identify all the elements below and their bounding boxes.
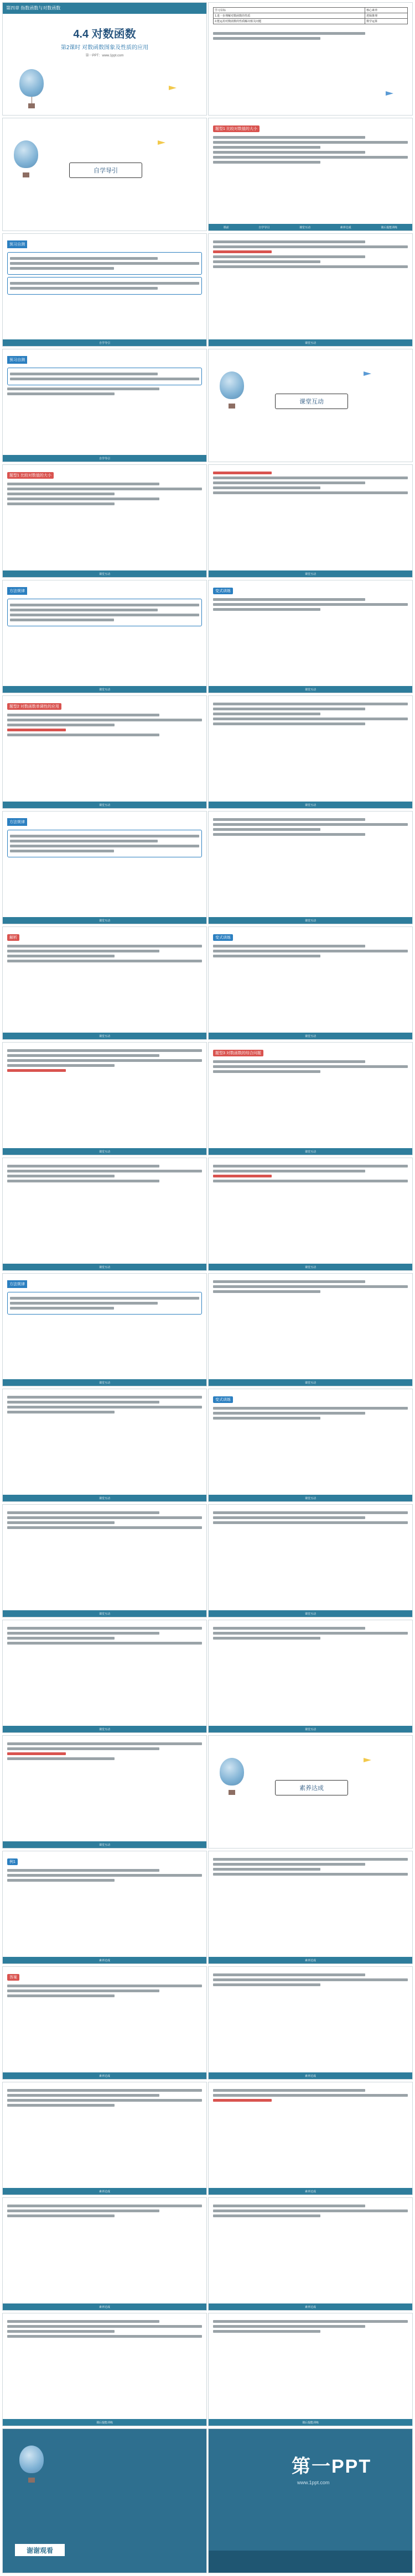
paper-plane-icon — [364, 371, 371, 376]
text-line — [213, 1637, 320, 1640]
brand-slide — [208, 2428, 413, 2573]
text-line — [213, 477, 408, 479]
training-tag: 变式训练 — [213, 934, 233, 941]
content-slide — [2, 1042, 207, 1155]
brand-bottom-bar — [209, 2551, 412, 2573]
footer-bar: 自学导引 — [3, 455, 206, 462]
text-line — [7, 1511, 159, 1514]
text-line — [7, 1632, 159, 1635]
footer-bar: 课堂互动 — [3, 1379, 206, 1386]
text-line — [7, 1516, 202, 1519]
text-line — [7, 1069, 66, 1072]
text-line — [213, 718, 408, 720]
content-box — [7, 252, 202, 275]
method-header: 方法规律 — [7, 818, 27, 826]
text-line — [213, 151, 365, 154]
footer-bar: 课堂互动 — [209, 802, 412, 808]
footer-bar: 课堂互动 — [3, 802, 206, 808]
lesson-subtitle: 第2课时 对数函数图象及性质的应用 — [60, 45, 149, 51]
footer-bar: 素养达成 — [3, 1957, 206, 1964]
text-line — [7, 714, 159, 716]
text-line — [7, 2104, 115, 2107]
content-box — [7, 830, 202, 857]
basket-icon — [23, 172, 29, 177]
footer-bar: 课堂互动 — [209, 1610, 412, 1617]
footer-bar: 课堂互动 — [3, 1148, 206, 1155]
text-line — [213, 828, 320, 831]
text-line — [213, 1521, 408, 1524]
basket-icon — [28, 2478, 35, 2483]
balloon-icon — [14, 140, 38, 168]
text-line — [213, 608, 320, 611]
text-line — [213, 255, 365, 258]
footer-bar: 课前 自学导引 课堂互动 素养达成 课后提能训练 — [209, 224, 412, 231]
footer-bar: 素养达成 — [3, 2303, 206, 2310]
text-line — [213, 156, 408, 159]
text-line — [7, 950, 159, 952]
content-slide — [208, 1620, 413, 1733]
footer-bar: 自学导引 — [3, 339, 206, 346]
text-line — [7, 1752, 66, 1755]
section-header: 预习自测 — [7, 240, 27, 248]
text-line — [7, 1526, 202, 1529]
text-line — [7, 734, 159, 736]
footer-bar: 课堂互动 — [209, 339, 412, 346]
text-line — [7, 1757, 115, 1760]
text-line — [213, 141, 408, 144]
text-line — [7, 2214, 115, 2217]
content-slide — [208, 1504, 413, 1617]
balloon-icon — [19, 2446, 44, 2473]
content-slide — [2, 349, 207, 462]
answer-line — [213, 250, 272, 253]
text-line — [213, 1070, 320, 1073]
classroom-label: 课堂互动 — [275, 394, 348, 409]
text-line — [10, 1307, 114, 1310]
content-slide — [208, 2197, 413, 2311]
text-line — [10, 845, 199, 847]
text-line — [213, 598, 365, 601]
footer-bar: 课后提能训练 — [209, 2419, 412, 2426]
content-slide — [208, 1389, 413, 1502]
basket-icon — [28, 103, 35, 108]
text-line — [213, 1978, 408, 1981]
content-slide — [2, 1389, 207, 1502]
text-line — [7, 1642, 202, 1645]
text-line — [7, 2335, 202, 2338]
text-line — [213, 722, 365, 725]
objective-row-1: 1.进一步理解对数函数的性质 — [214, 13, 365, 19]
website-label: 第一PPT：www.1ppt.com — [85, 54, 124, 57]
section-tag: 题型1 比较对数值的大小 — [213, 125, 260, 132]
self-study-label: 自学导引 — [69, 163, 142, 178]
text-line — [7, 388, 159, 390]
content-slide — [2, 464, 207, 578]
content-slide — [2, 1735, 207, 1849]
content-slide — [2, 233, 207, 347]
text-line — [7, 2330, 115, 2333]
footer-bar: 课堂互动 — [3, 570, 206, 577]
text-line — [7, 2320, 159, 2323]
text-line — [10, 850, 114, 852]
text-line — [213, 486, 320, 489]
content-slide — [208, 1158, 413, 1271]
content-slide — [208, 233, 413, 347]
text-line — [7, 1401, 159, 1404]
text-line — [7, 1165, 159, 1167]
text-line — [213, 146, 320, 149]
footer-bar: 素养达成 — [209, 2188, 412, 2195]
text-line — [10, 378, 199, 380]
text-line — [7, 483, 159, 485]
text-line — [7, 960, 202, 962]
content-slide — [208, 1966, 413, 2080]
content-box — [7, 1292, 202, 1315]
content-box — [7, 277, 202, 295]
text-line — [7, 2094, 159, 2097]
text-line — [213, 2205, 365, 2207]
classroom-slide — [208, 349, 413, 462]
objective-literacy-2: 数学运算 — [365, 19, 408, 24]
content-slide — [208, 1042, 413, 1155]
text-line — [10, 604, 199, 606]
text-line — [10, 840, 158, 842]
text-line — [213, 1632, 408, 1635]
text-line — [213, 245, 408, 248]
text-line — [213, 1983, 320, 1986]
text-line — [7, 729, 66, 731]
footer-bar: 素养达成 — [209, 2072, 412, 2079]
text-line — [213, 1868, 320, 1871]
section-tag: 例1 — [7, 1858, 18, 1865]
footer-bar: 课堂互动 — [3, 1264, 206, 1270]
content-slide — [2, 580, 207, 693]
text-line — [213, 713, 320, 715]
method-header: 方法规律 — [7, 1280, 27, 1288]
text-line — [10, 262, 199, 265]
text-line — [7, 719, 202, 721]
text-line — [7, 1064, 115, 1067]
lesson-title: 4.4 对数函数 — [73, 28, 136, 40]
footer-bar: 课堂互动 — [209, 1264, 412, 1270]
text-line — [10, 609, 158, 611]
text-line — [7, 1742, 202, 1745]
footer-bar: 课堂互动 — [209, 570, 412, 577]
literacy-label: 素养达成 — [275, 1780, 348, 1795]
footer-bar: 课堂互动 — [3, 1841, 206, 1848]
content-slide — [2, 811, 207, 924]
basket-icon — [229, 404, 235, 409]
text-line — [213, 2089, 365, 2092]
footer-bar: 课堂互动 — [3, 1495, 206, 1501]
content-box — [7, 368, 202, 385]
content-slide — [2, 2082, 207, 2195]
text-line — [213, 823, 408, 826]
answer-line — [213, 472, 272, 474]
text-line — [10, 267, 114, 270]
footer-bar: 课堂互动 — [3, 917, 206, 924]
text-line — [213, 240, 365, 243]
footer-bar: 课堂互动 — [209, 917, 412, 924]
text-line — [213, 603, 408, 606]
text-line — [10, 1297, 199, 1300]
text-line — [7, 493, 115, 495]
paper-plane-icon — [386, 91, 393, 96]
content-slide — [2, 695, 207, 809]
balloon-icon — [220, 371, 244, 399]
method-header: 方法规律 — [7, 587, 27, 595]
text-line — [7, 1869, 159, 1872]
text-line — [213, 481, 365, 484]
text-line — [213, 1180, 408, 1182]
text-line — [7, 1180, 159, 1182]
text-line — [7, 945, 202, 947]
content-slide — [208, 2313, 413, 2426]
text-line — [7, 1049, 202, 1052]
content-slide — [2, 1851, 207, 1964]
text-line — [7, 2099, 202, 2102]
text-line — [7, 2210, 159, 2212]
content-slide — [208, 695, 413, 809]
text-line — [7, 392, 115, 395]
footer-bar: 素养达成 — [3, 2188, 206, 2195]
text-line — [213, 818, 365, 821]
content-slide — [2, 1966, 207, 2080]
text-line — [7, 1879, 115, 1882]
text-line — [7, 2089, 202, 2092]
text-line — [213, 1516, 365, 1519]
footer-bar: 课堂互动 — [209, 1726, 412, 1732]
text-line — [213, 1873, 408, 1876]
footer-bar: 素养达成 — [209, 1957, 412, 1964]
text-line — [213, 833, 365, 836]
text-line — [213, 161, 320, 164]
self-study-slide — [2, 118, 207, 231]
footer-bar: 课堂互动 — [3, 1726, 206, 1732]
content-box — [7, 599, 202, 626]
text-line — [10, 835, 199, 837]
content-slide — [208, 118, 413, 231]
text-line — [7, 724, 115, 726]
text-line — [213, 1511, 408, 1514]
analysis-tag: 解析 — [7, 934, 19, 941]
balloon-icon — [19, 69, 44, 97]
content-slide — [2, 1620, 207, 1733]
content-slide — [208, 580, 413, 693]
objectives-slide — [208, 2, 413, 116]
text-line — [7, 1994, 115, 1997]
objective-literacy-1: 逻辑推理 — [365, 13, 408, 19]
literacy-slide — [208, 1735, 413, 1849]
text-line — [7, 2325, 202, 2328]
objectives-table — [213, 7, 408, 24]
text-line — [7, 1411, 115, 1413]
text-line — [7, 1059, 202, 1062]
text-line — [10, 614, 199, 616]
text-line — [7, 488, 202, 490]
content-slide — [2, 1273, 207, 1386]
text-line — [213, 955, 320, 957]
text-line — [7, 502, 115, 505]
content-slide — [208, 1273, 413, 1386]
paper-plane-icon — [169, 86, 177, 90]
text-line — [213, 1973, 365, 1976]
text-line — [213, 1280, 365, 1283]
text-line — [213, 1170, 365, 1172]
footer-bar: 课堂互动 — [209, 1379, 412, 1386]
content-slide — [208, 464, 413, 578]
text-line — [213, 2330, 320, 2333]
content-slide — [2, 2197, 207, 2311]
objective-row-2: 2.能运用对数函数的性质解决相关问题 — [214, 19, 365, 24]
training-tag: 变式训练 — [213, 588, 233, 594]
text-line — [10, 287, 158, 290]
text-line — [213, 1290, 320, 1293]
text-line — [213, 1165, 408, 1167]
content-slide — [208, 2082, 413, 2195]
text-line — [7, 1627, 202, 1630]
text-line — [213, 1627, 365, 1630]
footer-bar: 素养达成 — [209, 2303, 412, 2310]
text-line — [213, 136, 365, 139]
footer-bar: 课堂互动 — [3, 686, 206, 693]
text-line — [213, 945, 365, 947]
content-slide — [208, 926, 413, 1040]
section-tag: 题型3 对数函数的综合问题 — [213, 1050, 263, 1056]
paper-plane-icon — [364, 1758, 371, 1762]
text-line — [213, 1417, 320, 1420]
text-line — [213, 1285, 408, 1288]
text-line — [213, 265, 408, 268]
text-line — [213, 2094, 408, 2097]
text-line — [10, 257, 158, 260]
text-line — [213, 1175, 272, 1177]
content-slide — [208, 1851, 413, 1964]
paper-plane-icon — [158, 140, 165, 145]
text-line — [213, 703, 408, 705]
chapter-label: 第四章 指数函数与对数函数 — [6, 6, 61, 11]
text-line — [213, 1407, 408, 1410]
footer-bar: 素养达成 — [3, 2072, 206, 2079]
brand-url: www.1ppt.com — [297, 2480, 330, 2485]
footer-bar: 课堂互动 — [209, 686, 412, 693]
text-line — [7, 955, 115, 957]
text-line — [10, 619, 114, 621]
footer-bar: 课堂互动 — [209, 1495, 412, 1501]
content-slide — [2, 926, 207, 1040]
text-line — [10, 373, 158, 375]
section-header: 预习自测 — [7, 356, 27, 364]
text-line — [7, 2205, 202, 2207]
brand-logo: 第一PPT — [292, 2456, 372, 2477]
text-line — [7, 1521, 115, 1524]
text-line — [213, 1863, 365, 1866]
objectives-header: 学习目标 — [214, 8, 365, 13]
text-line — [7, 1175, 115, 1177]
text-line — [7, 1396, 202, 1399]
text-line — [7, 1985, 202, 1987]
objectives-header-2: 核心素养 — [365, 8, 408, 13]
text-line — [7, 1637, 115, 1640]
text-line — [213, 2325, 365, 2328]
basket-icon — [229, 1790, 235, 1795]
text-line — [213, 32, 365, 35]
thanks-label: 谢谢观看 — [15, 2544, 65, 2556]
text-line — [7, 1170, 202, 1172]
text-line — [213, 1060, 365, 1063]
text-line — [213, 950, 408, 952]
text-line — [213, 708, 365, 710]
text-line — [213, 2099, 272, 2102]
answer-tag: 答案 — [7, 1974, 19, 1981]
title-slide — [2, 2, 207, 116]
text-line — [7, 1054, 159, 1057]
footer-bar: 课堂互动 — [209, 1148, 412, 1155]
text-line — [7, 498, 159, 500]
text-line — [213, 37, 320, 40]
text-line — [213, 1065, 408, 1068]
content-slide — [2, 1158, 207, 1271]
text-line — [10, 282, 199, 285]
footer-bar: 课堂互动 — [209, 1033, 412, 1039]
text-line — [7, 1989, 159, 1992]
balloon-icon — [220, 1758, 244, 1786]
section-tag: 题型2 对数函数单调性的应用 — [7, 703, 61, 710]
text-line — [213, 2214, 320, 2217]
footer-bar: 课后提能训练 — [3, 2419, 206, 2426]
text-line — [213, 491, 408, 494]
footer-bar: 课堂互动 — [3, 1033, 206, 1039]
text-line — [213, 2210, 408, 2212]
text-line — [213, 260, 320, 263]
text-line — [7, 1874, 202, 1877]
footer-bar: 课堂互动 — [3, 1610, 206, 1617]
section-tag: 题型1 比较对数值的大小 — [7, 472, 54, 479]
training-tag: 变式训练 — [213, 1396, 233, 1403]
text-line — [10, 1302, 158, 1305]
text-line — [7, 1406, 202, 1409]
text-line — [213, 1412, 365, 1415]
content-slide — [208, 811, 413, 924]
text-line — [213, 2320, 408, 2323]
thanks-slide — [2, 2428, 207, 2573]
content-slide — [2, 1504, 207, 1617]
text-line — [213, 1858, 408, 1861]
text-line — [7, 1747, 159, 1750]
content-slide — [2, 2313, 207, 2426]
